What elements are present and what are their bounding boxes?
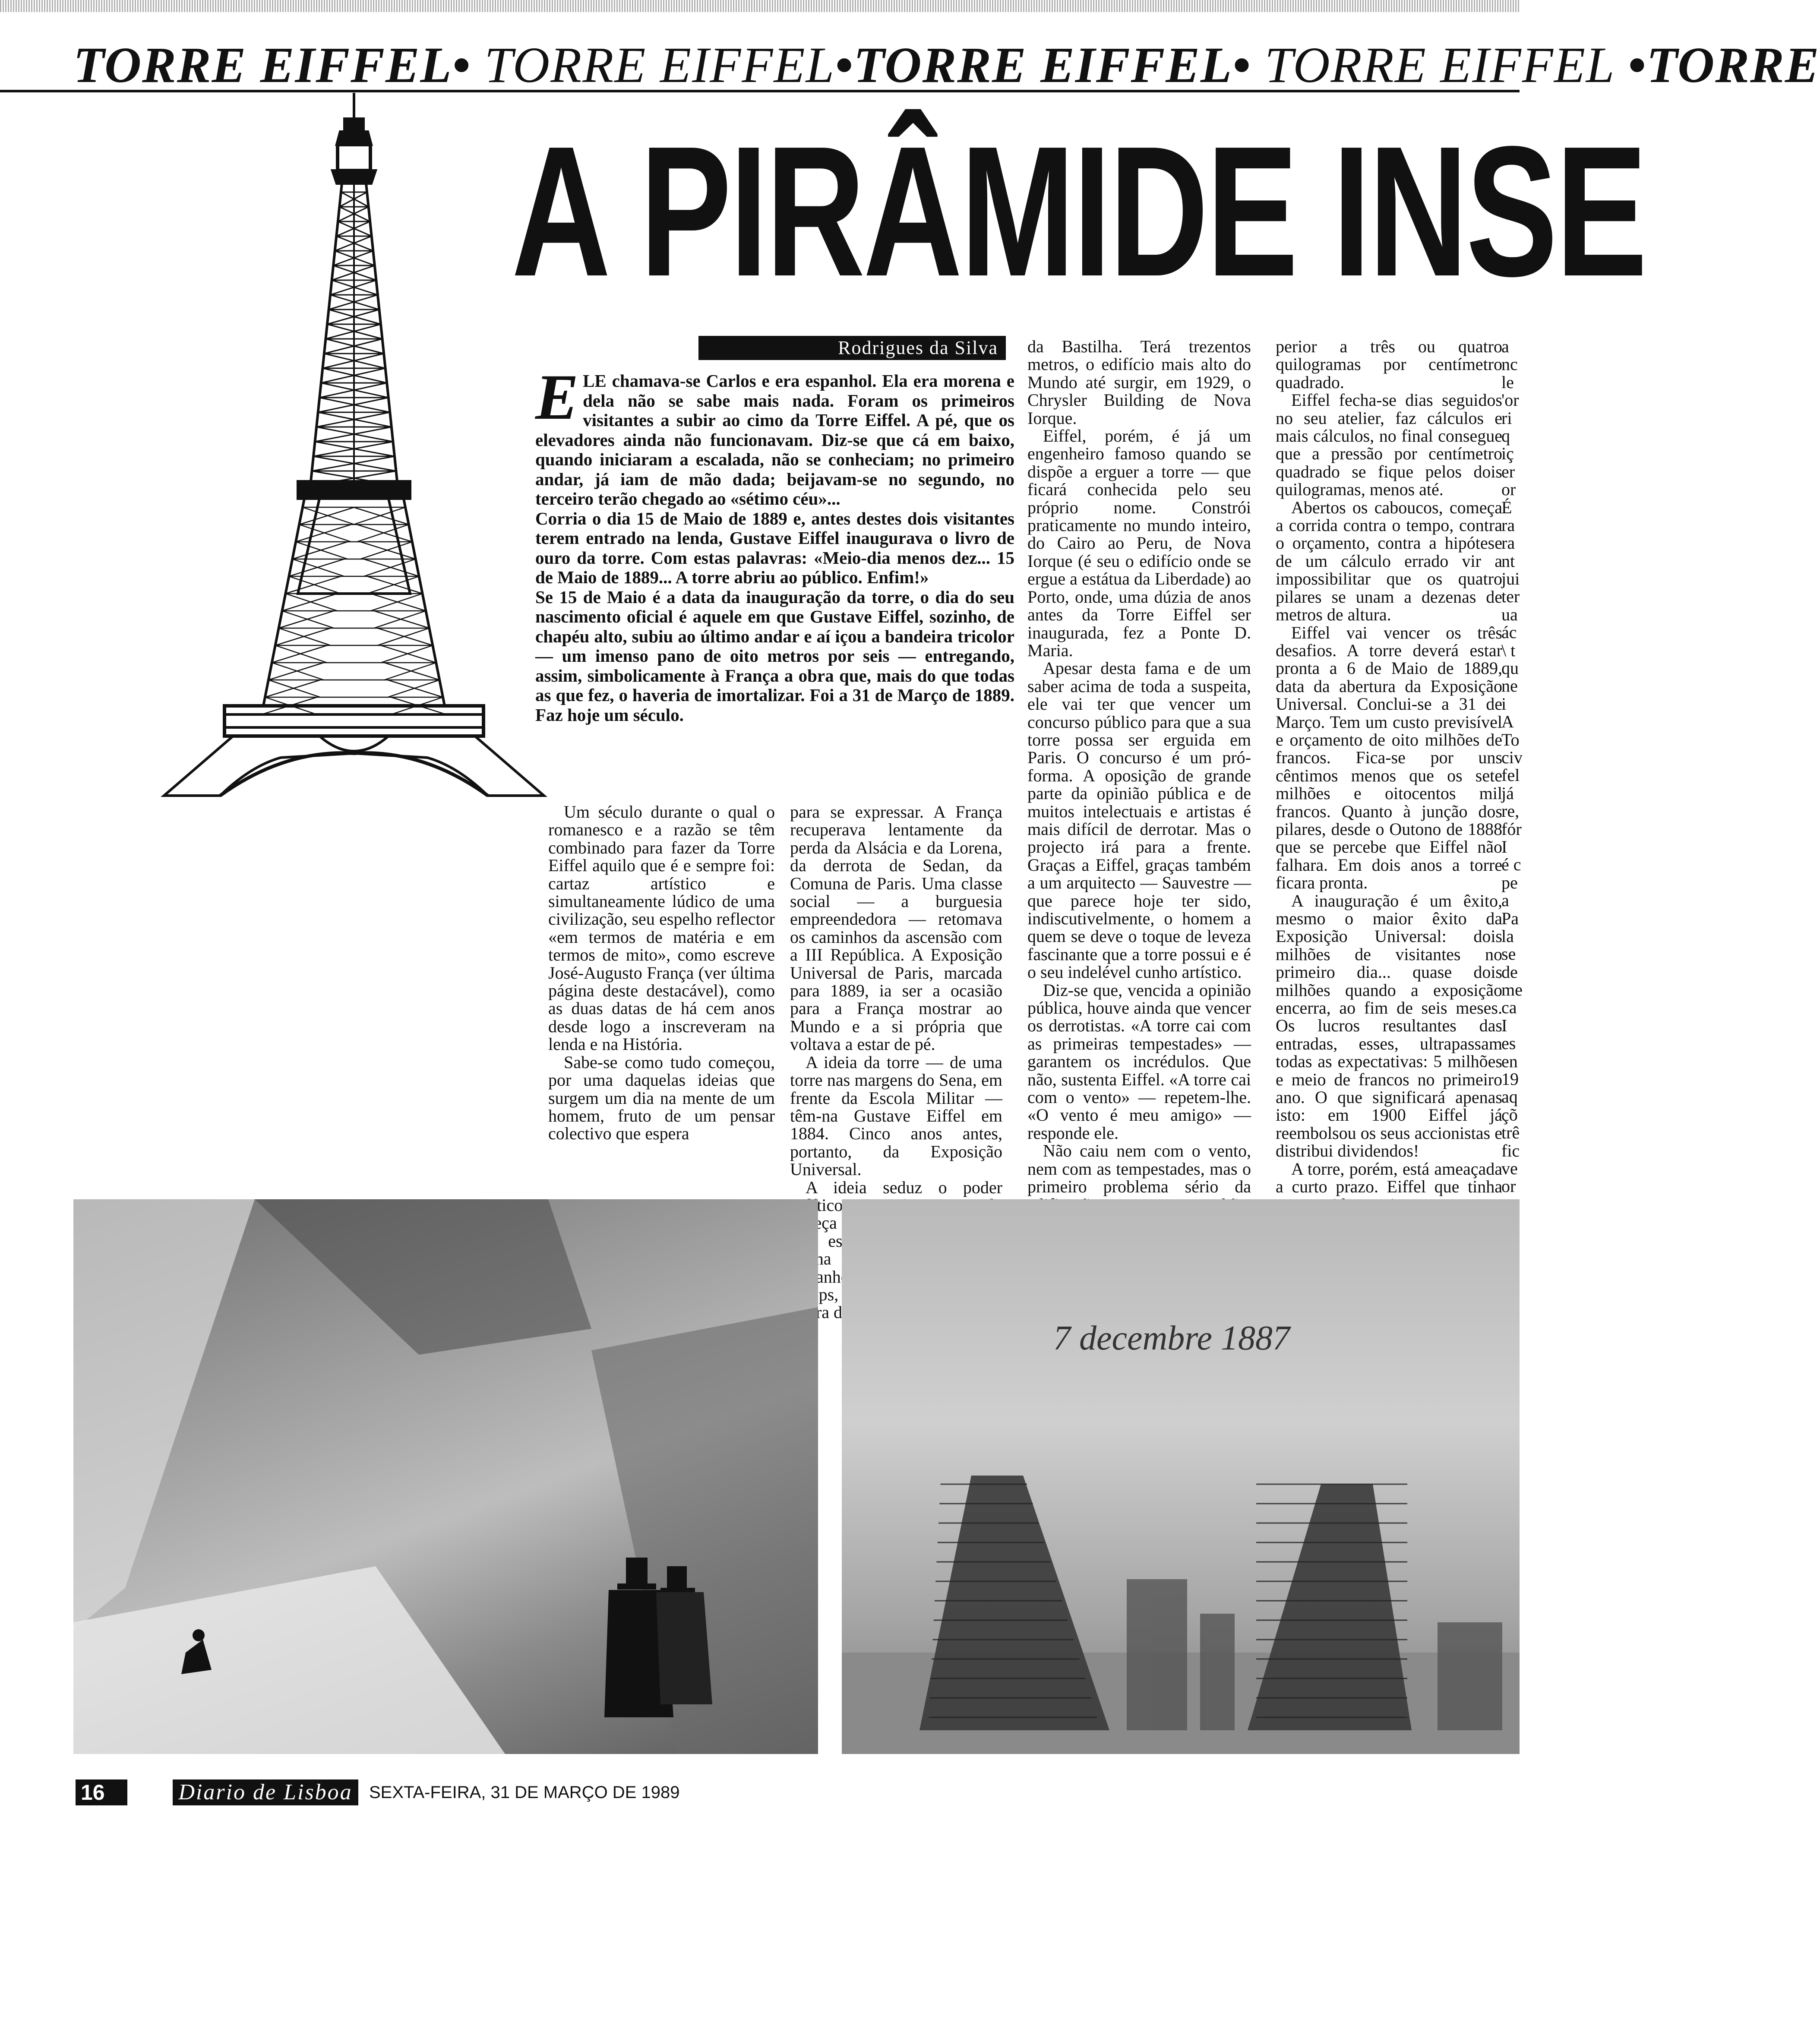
- headline: A PIRÂMIDE INSE: [512, 108, 1646, 315]
- cropped-fragment: en: [1501, 1051, 1518, 1071]
- running-bullet-3: •: [1232, 37, 1251, 93]
- paragraph: Eiffel vai vencer os três desafios. A torre deverá estar pronta a 6 de Maio de 1889, data da abertura da Exposição Universal. Conclui-se a 31 de Março. Tem um custo previsível e orçamento de oito milhões de francos. Fica-se por uns cêntimos menos que os sete milhões e oitocentos mil francos. Quanto à junção dos pilares, desde o Outono de 1888 que se percebe que Eiffel não falhara. Em dois anos a torre ficara pronta.: [1276, 623, 1502, 893]
- running-bullet-1: •: [452, 37, 471, 93]
- running-item-2: TORRE EIFFEL: [471, 37, 835, 93]
- lead-text-1: LE chamava-se Carlos e era espanhol. Ela era morena e dela não se sabe mais nada. Foram os primeiros visitantes a subir ao cimo da Torre Eiffel. A pé, que os elevadores ainda não funcionavam. Diz-se que cá em baixo, quando iniciaram a escalada, não se conheciam; no primeiro andar, já iam de mão dada; beijavam-se no segundo, no terceiro terão chegado ao «sétimo céu»...: [535, 371, 1014, 509]
- running-item-1: TORRE EIFFEL: [73, 37, 452, 93]
- running-item-5: TORRE: [1646, 37, 1820, 93]
- cropped-fragment: de: [1501, 962, 1518, 982]
- cropped-fragment: es: [1501, 1033, 1516, 1053]
- cropped-fragment: é c: [1501, 855, 1521, 875]
- cropped-fragment: ác: [1501, 623, 1517, 642]
- photo-handwritten-caption: 7 decembre 1887: [1053, 1319, 1290, 1357]
- paragraph: Diz-se que, vencida a opinião pública, houve ainda que vencer os derrotistas. «A torre cai com as primeiras tempestades» — garantem os incrédulos. Que não, sustenta Eiffel. «A torre cai com o vento» — repetem-lhe. «O vento é meu amigo» — responde ele.: [1027, 980, 1251, 1143]
- cropped-fragment: Pa: [1501, 908, 1519, 928]
- paragraph: da Bastilha. Terá trezentos metros, o edifício mais alto do Mundo até surgir, em 1929, o Chrysler Building de Nova Iorque.: [1027, 337, 1251, 428]
- cropped-fragment: I: [1501, 837, 1507, 856]
- cropped-fragment: fic: [1501, 1141, 1520, 1160]
- paragraph: Um século durante o qual o romanesco e a razão se têm combinado para fazer da Torre Eiffel aquilo que é e sempre foi: cartaz artístico e simultaneamente lúdico de uma civilização, seu espelho reflector «em termos de matéria e em termos de mito», como escreve José-Augusto França (ver última página deste destacável), como as duas datas de há cem anos desde logo a inscreveram na lenda e na História.: [548, 802, 775, 1054]
- cropped-fragment: pe: [1501, 872, 1518, 892]
- scan-edge: [0, 0, 1520, 12]
- paragraph: A inauguração é um êxito, mesmo o maior êxito da Exposição Universal: dois milhões de visitantes no primeiro dia... quase dois milhões quando a exposição encerra, ao fim de seis meses. Os lucros resultantes das entradas, esses, ultrapassam todas as expectativas: 5 milhões e meio de francos no primeiro ano. O que significará apenas isto: em 1900 Eiffel já reembolsou os seus accionistas e distribui dividendos!: [1276, 891, 1502, 1161]
- photo-visitors-scene: [73, 1199, 818, 1754]
- byline: Rodrigues da Silva: [698, 336, 1006, 360]
- cropped-fragment: civ: [1501, 747, 1523, 767]
- cropped-fragment: a: [1501, 891, 1509, 910]
- paragraph: Não caiu nem com o vento, nem com as tempestades, mas o primeiro problema sério da: [1027, 1141, 1251, 1197]
- construction-scene: [842, 1199, 1520, 1754]
- cropped-fragment: ua: [1501, 604, 1518, 624]
- body-column-4: [1276, 337, 1502, 1197]
- cropped-fragment: i: [1501, 694, 1507, 714]
- body-column-5-cropped: [1501, 337, 1523, 1196]
- lead-text-2: Corria o dia 15 de Maio de 1889 e, antes destes dois visitantes terem entrado na lenda, Gustave Eiffel inaugurava o livro de ouro da torre. Com estas palavras: «Meio-dia menos dez... 15 de Maio de 1889... A torre abriu ao público. Enfim!»: [535, 508, 1014, 587]
- paragraph: Apesar desta fama e de um saber acima de toda a suspeita, ele vai ter que vencer um concurso público para que a sua torre possa ser erguida em Paris. O concurso é um pró-forma. A oposição de grande parte da opinião pública e de muitos intelectuais e artistas é mais difícil de derrotar. Mas o projecto irá para a frente. Graças a Eiffel, graças também a um arquitecto — Sauvestre — que parece hoje ter sido, indiscutivelmente, o homem a quem se deve o toque de leveza fascinante que a torre possui e é o seu indelével cunho artístico.: [1027, 658, 1251, 982]
- cropped-fragment: çõ: [1501, 1105, 1518, 1125]
- running-header: [73, 37, 1820, 93]
- cropped-fragment: \ t: [1501, 640, 1516, 660]
- cropped-fragment: já: [1501, 783, 1514, 803]
- paragraph: Sabe-se como tudo começou, por uma daquelas ideias que surgem um dia na mente de um homem, fruto de um pensar colectivo que espera: [548, 1052, 775, 1144]
- cropped-fragment: qu: [1501, 658, 1519, 678]
- drop-cap: E: [535, 361, 579, 433]
- cropped-fragment: ter: [1501, 587, 1520, 607]
- cropped-fragment: or: [1501, 480, 1516, 499]
- paragraph: Abertos os caboucos, começa a corrida contra o tempo, contra o orçamento, contra a hipótese de um cálculo errado vir a impossibilitar que os quatro pilares se unam a dezenas de metros de altura.: [1276, 497, 1502, 625]
- cropped-fragment: a: [1501, 337, 1509, 356]
- eiffel-tower-illustration: [130, 93, 561, 796]
- cropped-fragment: ne: [1501, 676, 1518, 696]
- running-item-4: TORRE EIFFEL: [1251, 37, 1628, 93]
- paragraph: Eiffel, porém, é já um engenheiro famoso quando se dispõe a erguer a torre — que ficará conhecida pelo seu próprio nome. Constrói praticamente no mundo inteiro, do Cairo ao Peru, de Nova Iorque (é seu o edifício onde se ergue a estátua da Liberdade) ao Porto, onde, uma dúzia de anos antes da Torre Eiffel ser inaugurada, fez a Ponte D. Maria.: [1027, 426, 1251, 660]
- cropped-fragment: se: [1501, 944, 1516, 964]
- cropped-fragment: ri: [1501, 408, 1512, 428]
- paragraph: Eiffel fecha-se dias seguidos no seu atelier, faz cálculos e mais cálculos, no final consegue que a pressão por centímetro quadrado se fique pelos dois quilogramas, menos até.: [1276, 390, 1502, 499]
- page-number: 16: [76, 1779, 127, 1805]
- cropped-fragment: re,: [1501, 801, 1520, 821]
- cropped-fragment: ra: [1501, 533, 1515, 553]
- cropped-fragment: 'or: [1501, 390, 1519, 410]
- cropped-fragment: ca: [1501, 998, 1517, 1018]
- paragraph: A ideia da torre — de uma torre nas margens do Sena, em frente da Escola Militar — têm-na Gustave Eiffel em 1884. Cinco anos antes, portanto, da Exposição Universal.: [790, 1052, 1002, 1179]
- body-column-2: [790, 802, 1002, 1286]
- cropped-fragment: le: [1501, 372, 1514, 392]
- paragraph: para se expressar. A França recuperava lentamente da perda da Alsácia e da Lorena, da derrota de Sedan, da Comuna de Paris. Uma classe social — a burguesia empreendedora — retomava os caminhos da ascensão com a III República. A Exposição Universal de Paris, marcada para 1889, ia ser a ocasião para a França mostrar ao Mundo e a si própria que voltava a estar de pé.: [790, 802, 1002, 1054]
- paragraph: A torre, porém, está ameaçada a curto prazo. Eiffel que tinha: [1276, 1159, 1502, 1197]
- cropped-fragment: or: [1501, 1176, 1516, 1196]
- cropped-fragment: ve: [1501, 1158, 1518, 1178]
- cropped-fragment: q: [1501, 426, 1510, 446]
- cropped-fragment: To: [1501, 730, 1520, 749]
- cropped-fragment: A: [1501, 712, 1514, 732]
- cropped-fragment: É: [1501, 497, 1512, 517]
- cropped-fragment: ra: [1501, 515, 1515, 535]
- cropped-fragment: I: [1501, 1015, 1507, 1035]
- issue-date: SEXTA-FEIRA, 31 DE MARÇO DE 1989: [369, 1783, 680, 1802]
- running-bullet-4: •: [1627, 37, 1647, 93]
- lead-text-3: Se 15 de Maio é a data da inauguração da torre, o dia do seu nascimento oficial é aquele em que Gustave Eiffel, sozinho, de chapéu alto, subiu ao último andar e aí içou a bandeira tricolor — um imenso pano de oito metros por seis — entregando, assim, simbolicamente à França a obra que, mais do que todas as que fez, o haveria de imortalizar. Foi a 31 de Março de 1889. Faz hoje um século.: [535, 587, 1014, 725]
- cropped-fragment: nc: [1501, 354, 1518, 374]
- running-bullet-2: •: [835, 37, 854, 93]
- lead-paragraph: [535, 361, 1014, 794]
- running-item-3: TORRE EIFFEL: [853, 37, 1233, 93]
- cropped-fragment: iç: [1501, 444, 1514, 464]
- paragraph: perior a três ou quatro quilogramas por centímetro quadrado.: [1276, 337, 1502, 392]
- body-column-1: [548, 803, 775, 1179]
- photo-visitors-on-tower: [73, 1199, 818, 1754]
- cropped-fragment: nt: [1501, 551, 1515, 571]
- body-column-3: [1027, 337, 1251, 1197]
- photo-tower-construction: [842, 1199, 1520, 1754]
- cropped-fragment: trê: [1501, 1123, 1520, 1143]
- cropped-fragment: fel: [1501, 765, 1520, 785]
- cropped-fragment: aq: [1501, 1087, 1518, 1107]
- cropped-fragment: er: [1501, 461, 1515, 481]
- paragraph: A ideia seduz o poder político, tamanho: [790, 1177, 1002, 1286]
- cropped-fragment: la: [1501, 926, 1514, 946]
- cropped-fragment: me: [1501, 980, 1523, 1000]
- cropped-fragment: jui: [1501, 569, 1520, 589]
- cropped-fragment: 19: [1501, 1069, 1519, 1089]
- cropped-fragment: fór: [1501, 819, 1522, 839]
- newspaper-logo: Diario de Lisboa: [173, 1779, 358, 1805]
